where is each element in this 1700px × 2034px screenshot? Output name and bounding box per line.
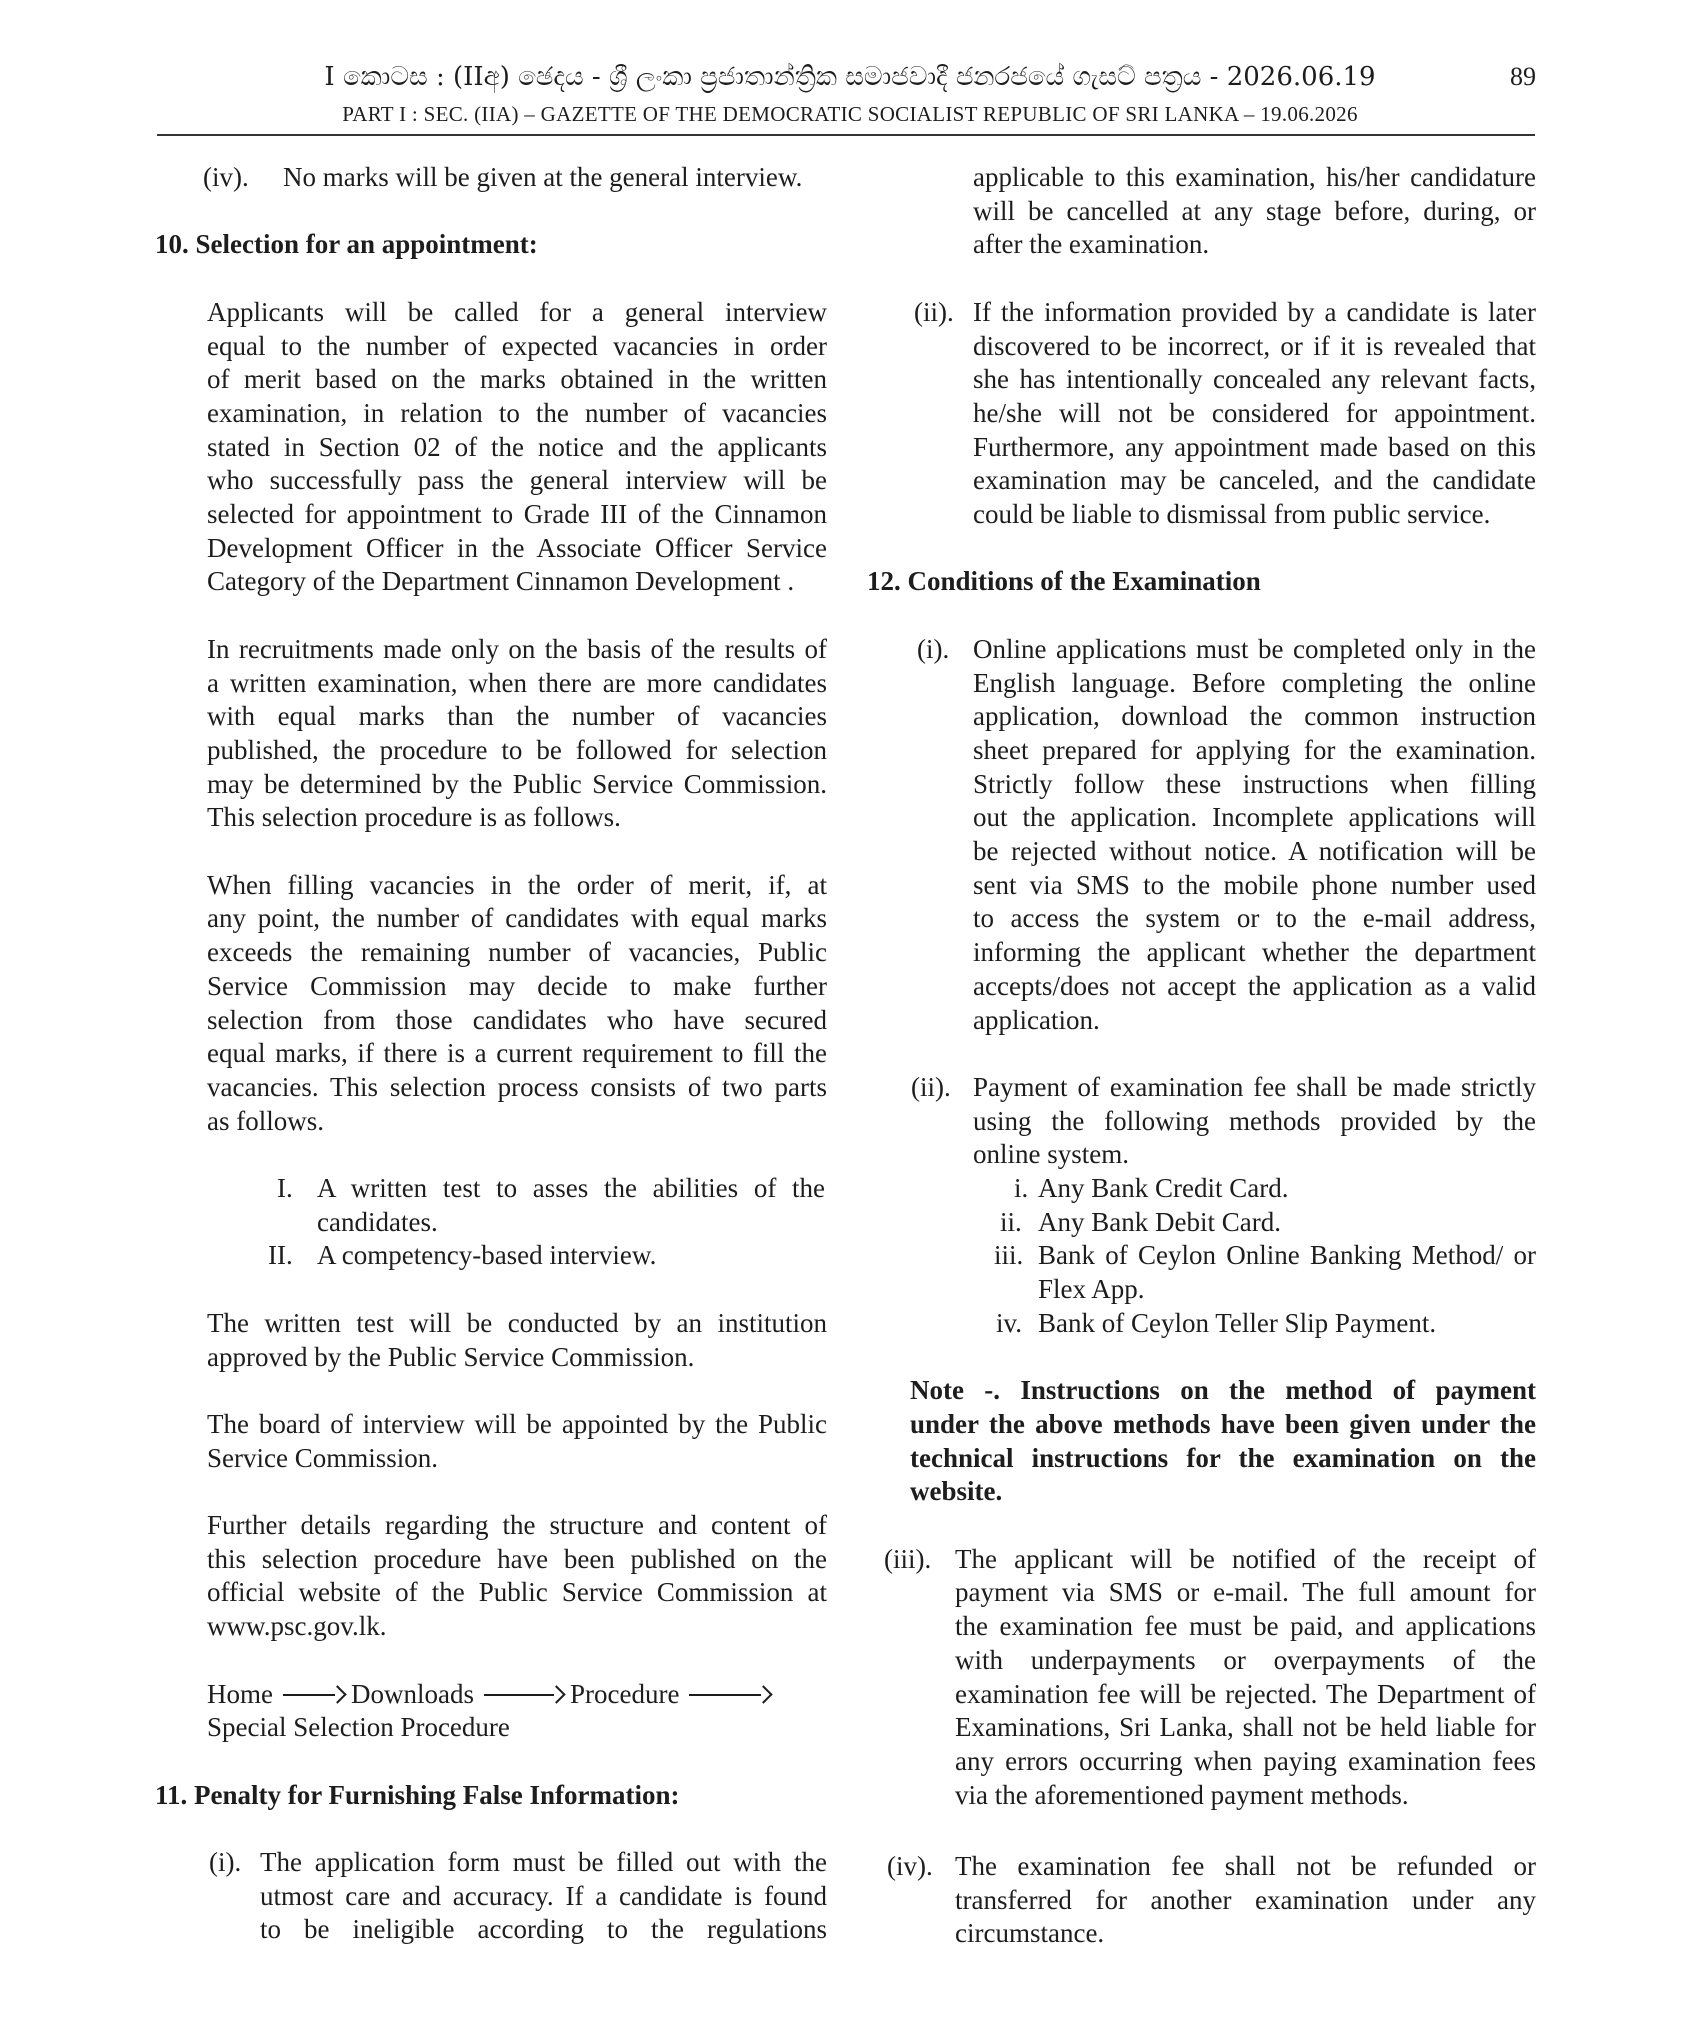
paragraph-line: In recruitments made only on the basis of the results of [207,633,827,664]
item-number: (i). [209,1847,242,1877]
paragraph-line: stated in Section 02 of the notice and the applicants [207,431,827,462]
method-number: i. [1014,1173,1029,1203]
item-text: she has intentionally concealed any relevant facts, [973,364,1536,395]
right-arrow-icon [484,1677,564,1711]
item-text: Furthermore, any appointment made based on this [973,431,1536,462]
item-text: sent via SMS to the mobile phone number used [973,869,1536,900]
paragraph-line: The board of interview will be appointed by the Public [207,1408,827,1439]
list-text: candidates. [317,1206,438,1237]
item-text: examination may be canceled, and the candidate [973,465,1536,496]
note-line: website. [910,1476,1003,1507]
method-text: Any Bank Debit Card. [1038,1206,1281,1237]
note-line: under the above methods have been given under the [910,1408,1536,1439]
note-line: Note -. Instructions on the method of payment [910,1375,1536,1406]
paragraph-line: as follows. [207,1105,324,1136]
paragraph-line: vacancies. This selection process consists of two parts [207,1071,827,1102]
paragraph-line: equal to the number of expected vacancies in order [207,330,827,361]
paragraph-line: exceeds the remaining number of vacancies, Public [207,937,827,968]
item-text: transferred for another examination under any [955,1884,1536,1915]
method-number: ii. [1000,1206,1022,1237]
item-number: (iv). [887,1851,933,1881]
item-text: online system. [973,1139,1129,1170]
paragraph-line: will be cancelled at any stage before, during, or [973,195,1536,226]
item-text: The applicant will be notified of the receipt of [955,1543,1536,1574]
item-number: (ii). [911,1071,951,1102]
item-text: application. [973,1004,1100,1035]
paragraph-line: equal marks, if there is a current requirement to fill the [207,1038,827,1069]
item-text: via the aforementioned payment methods. [955,1779,1409,1810]
paragraph-line: The written test will be conducted by an institution [207,1307,827,1338]
method-number: iii. [994,1240,1024,1271]
item-text: No marks will be given at the general interview. [283,162,803,192]
paragraph-line: examination, in relation to the number of vacancies [207,397,827,428]
method-text: Any Bank Credit Card. [1038,1173,1289,1203]
header-sinhala: I කොටස : (IIඅ) ඡෙදය - ශ්‍රී ලංකා ප්‍රජාතාන්ත්‍රික සමාජවාදී ජනරජයේ ගැසට් පත්‍රය - 2026.06.19 [324,62,1376,92]
page-number: 89 [1510,62,1536,91]
item-text: with underpayments or overpayments of the [955,1644,1536,1675]
paragraph-line: applicable to this examination, his/her candidature [973,162,1536,192]
paragraph-line: Further details regarding the structure and content of [207,1510,827,1540]
item-text: Payment of examination fee shall be made strictly [973,1071,1536,1102]
item-text: informing the applicant whether the department [973,937,1536,968]
item-number: (iv). [203,162,249,192]
paragraph-line: after the examination. [973,229,1210,260]
paragraph-line: any point, the number of candidates with equal marks [207,903,827,934]
paragraph-line: Applicants will be called for a general interview [207,296,827,327]
item-text: application, download the common instruction [973,701,1536,732]
paragraph-line: who successfully pass the general interview will be [207,465,827,496]
paragraph-line: published, the procedure to be followed for selection [207,734,827,765]
item-text: accepts/does not accept the application as a valid [973,970,1536,1001]
note-line: technical instructions for the examination on the [910,1442,1536,1473]
paragraph-line: Category of the Department Cinnamon Development . [207,566,795,597]
item-text: be rejected without notice. A notification will be [973,836,1536,866]
item-text: Examinations, Sri Lanka, shall not be held liable for [955,1712,1536,1743]
item-text: discovered to be incorrect, or if it is revealed that [973,330,1536,361]
paragraph-line: selected for appointment to Grade III of the Cinnamon [207,499,827,529]
item-text: any errors occurring when paying examination fees [955,1745,1536,1776]
item-text: out the application. Incomplete applications will [973,802,1536,833]
nav-procedure: Procedure [569,1678,680,1709]
paragraph-line: www.psc.gov.lk. [207,1611,387,1642]
item-text: Strictly follow these instructions when filling [973,768,1536,799]
navigation-path [207,1677,777,1711]
method-text: Bank of Ceylon Teller Slip Payment. [1038,1307,1437,1338]
method-number: iv. [996,1307,1022,1338]
list-number: II. [268,1240,293,1271]
section-heading-11: 11. Penalty for Furnishing False Information: [155,1779,680,1810]
item-text: he/she will not be considered for appointment. [973,397,1536,428]
nav-home: Home [207,1678,273,1709]
paragraph-line: this selection procedure have been published on the [207,1543,827,1574]
list-text: A written test to asses the abilities of the [317,1173,825,1203]
item-text: sheet prepared for applying for the examination. [973,734,1536,765]
paragraph-line: with equal marks than the number of vacancies [207,701,827,732]
header-rule [157,134,1535,136]
method-text: Bank of Ceylon Online Banking Method/ or [1038,1240,1536,1271]
item-text: Online applications must be completed only in the [973,633,1536,664]
item-text: the examination fee must be paid, and applications [955,1611,1536,1642]
paragraph-line: Service Commission may decide to make further [207,970,827,1001]
paragraph-line: When filling vacancies in the order of merit, if, at [207,869,827,900]
item-text: examination fee will be rejected. The Department of [955,1678,1536,1709]
header-english: PART I : SEC. (IIA) – GAZETTE OF THE DEMOCRATIC SOCIALIST REPUBLIC OF SRI LANKA – 19.06.2026 [342,102,1358,126]
item-text: If the information provided by a candidate is later [973,296,1536,327]
paragraph-line: a written examination, when there are more candidates [207,667,827,698]
nav-special-selection: Special Selection Procedure [207,1712,510,1743]
right-arrow-icon [283,1677,345,1711]
item-number: (ii). [914,296,954,327]
right-arrow-icon [689,1677,771,1711]
item-text: English language. Before completing the online [973,667,1536,698]
nav-downloads: Downloads [350,1678,474,1709]
paragraph-line: may be determined by the Public Service Commission. [207,768,827,799]
list-text: A competency-based interview. [317,1240,657,1271]
item-text: could be liable to dismissal from public service. [973,499,1491,529]
item-text: utmost care and accuracy. If a candidate is found [260,1880,827,1911]
paragraph-line: approved by the Public Service Commission. [207,1341,695,1372]
paragraph-line: official website of the Public Service Commission at [207,1577,827,1608]
item-text: The examination fee shall not be refunded or [955,1851,1536,1881]
item-text: to access the system or to the e-mail address, [973,903,1536,934]
item-number: (iii). [884,1543,932,1574]
paragraph-line: selection from those candidates who have secured [207,1004,827,1035]
item-text: circumstance. [955,1918,1105,1949]
section-heading-10: 10. Selection for an appointment: [155,229,538,260]
item-text: The application form must be filled out with the [260,1847,827,1877]
paragraph-line: Service Commission. [207,1442,438,1473]
paragraph-line: This selection procedure is as follows. [207,802,621,833]
item-text: using the following methods provided by the [973,1105,1536,1136]
paragraph-line: of merit based on the marks obtained in the written [207,364,827,395]
paragraph-line: Development Officer in the Associate Officer Service [207,532,827,563]
list-number: I. [277,1173,293,1203]
item-number: (i). [917,633,950,664]
item-text: to be ineligible according to the regulations [260,1914,827,1945]
method-text: Flex App. [1038,1274,1145,1305]
item-text: payment via SMS or e-mail. The full amount for [955,1577,1536,1608]
section-heading-12: 12. Conditions of the Examination [867,566,1261,597]
